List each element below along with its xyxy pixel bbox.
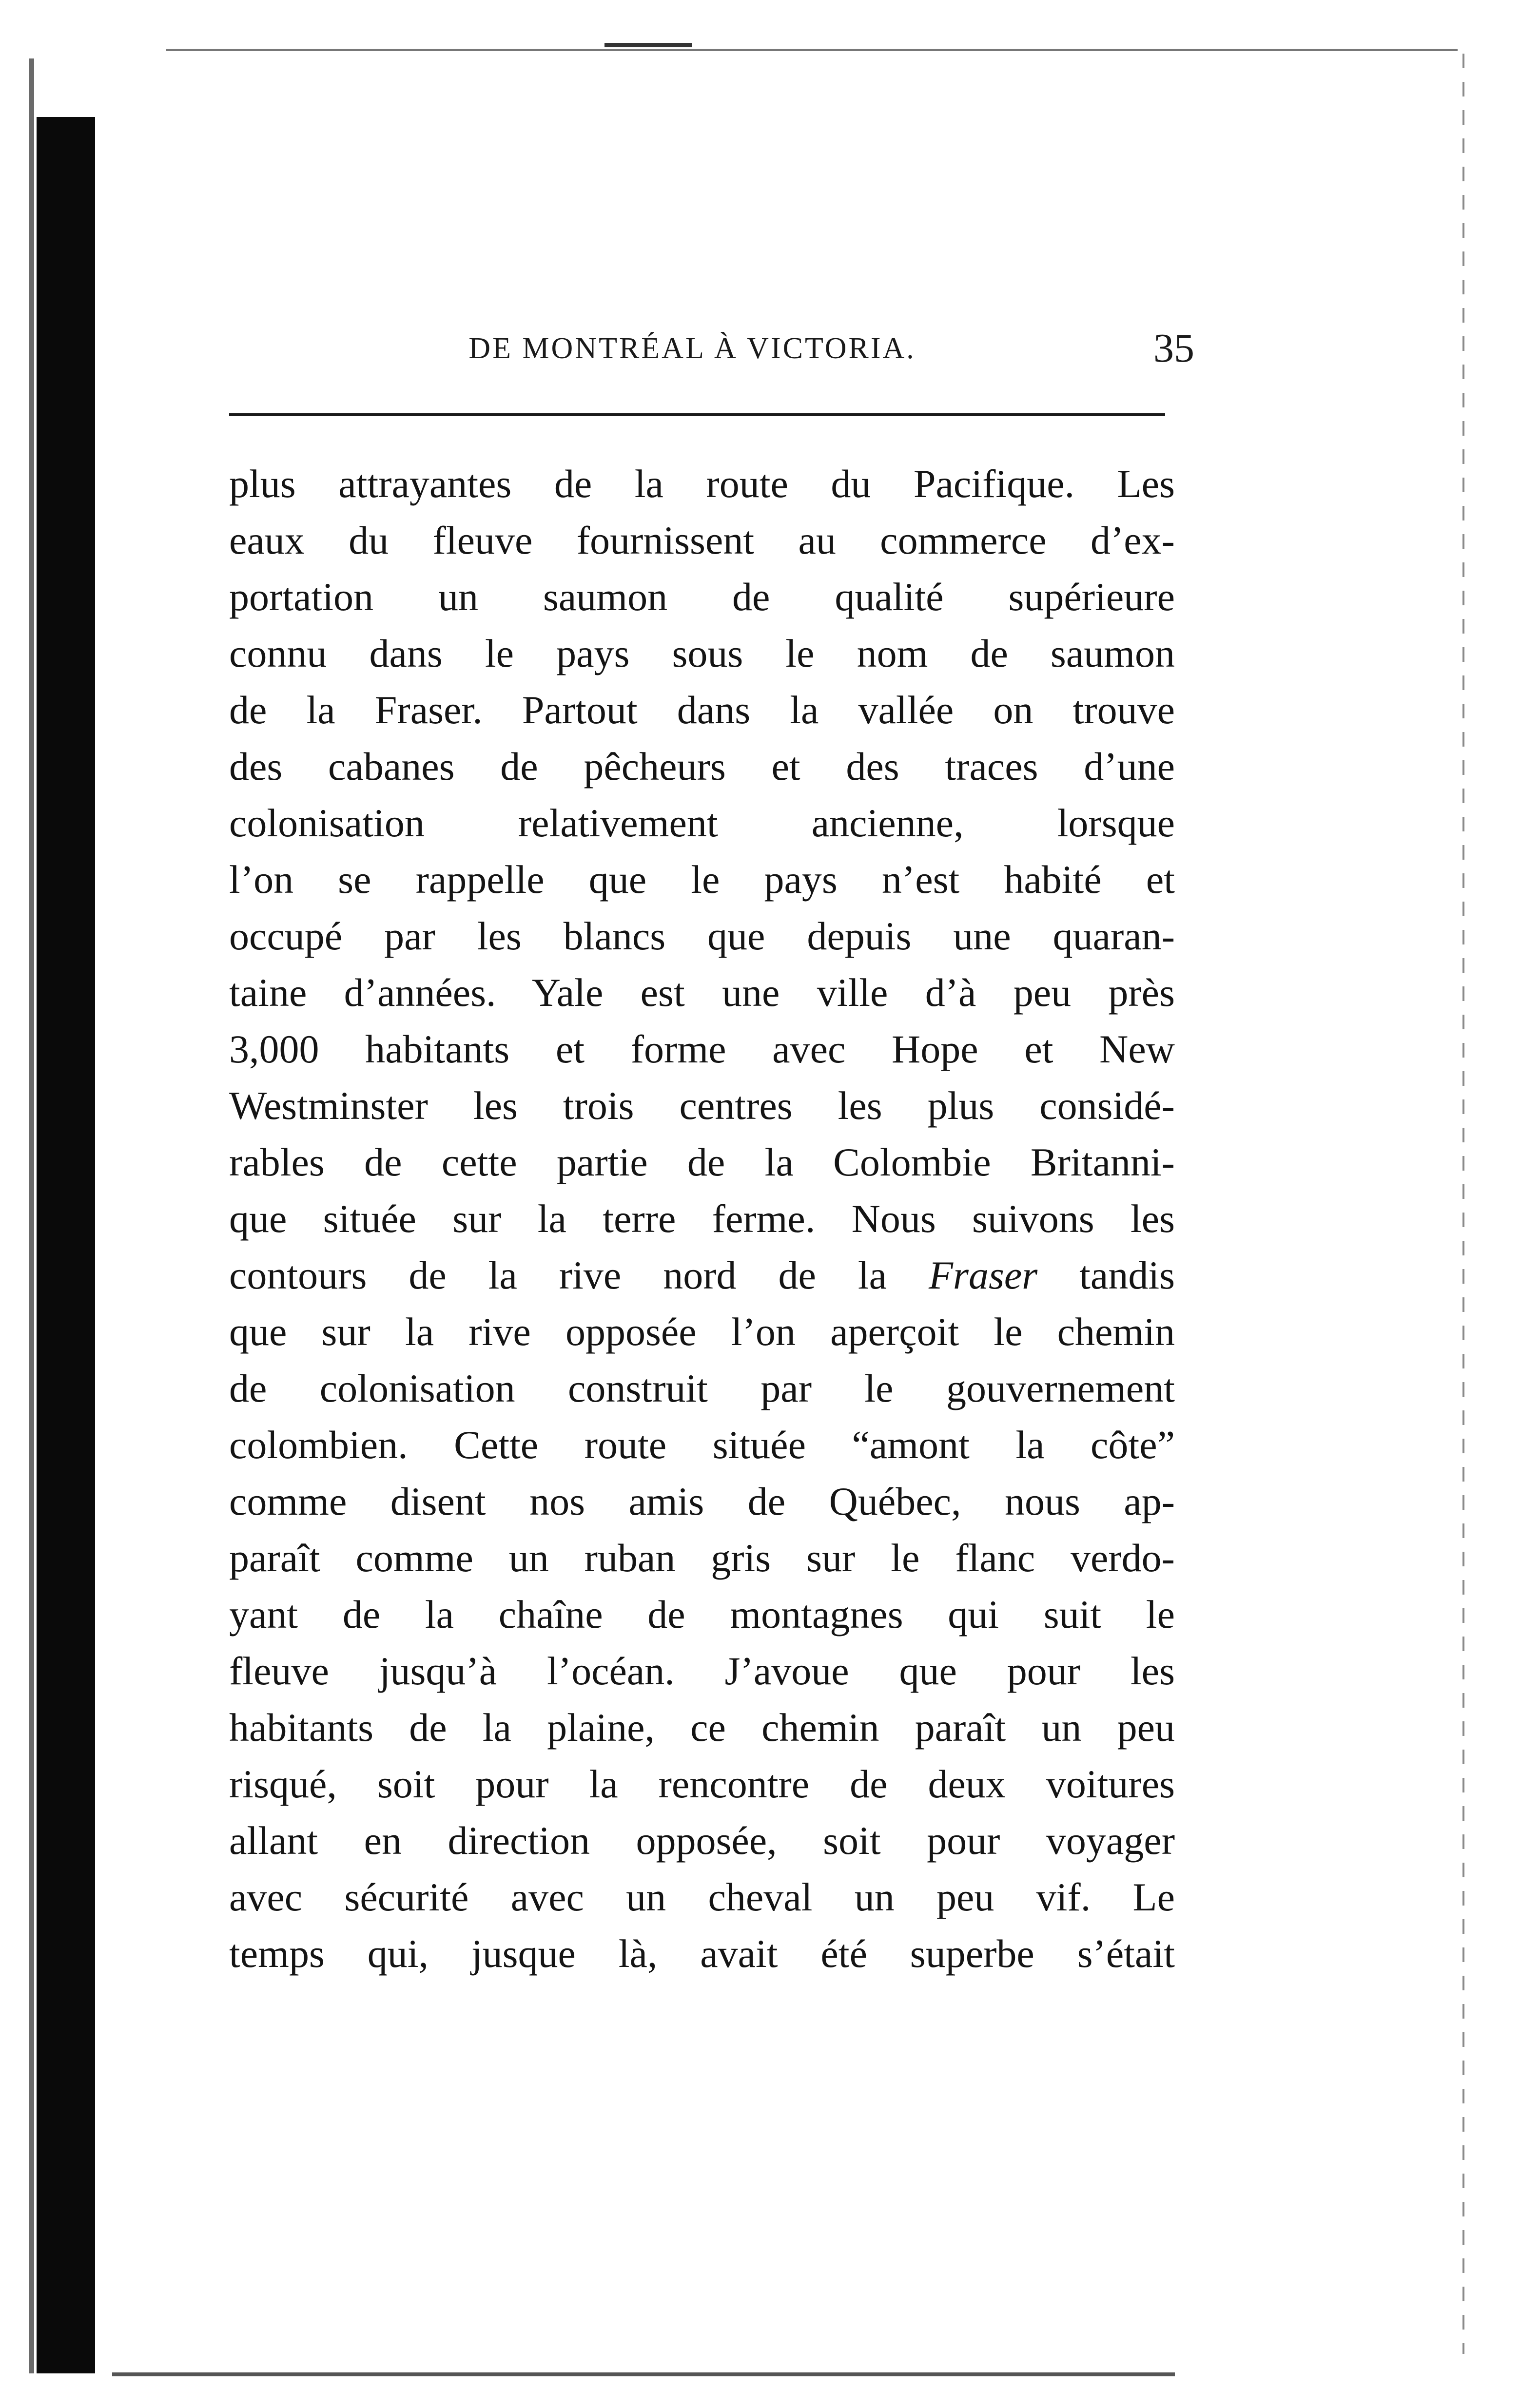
text-line: que située sur la terre ferme. Nous suivons les [229, 1196, 1175, 1241]
scan-top-edge [166, 49, 1458, 51]
text-line: fleuve jusqu’à l’océan. J’avoue que pour les [229, 1649, 1175, 1693]
text-line-with-italic [229, 1247, 1175, 1304]
text-line: de la Fraser. Partout dans la vallée on trouve [229, 688, 1175, 732]
text-line: que sur la rive opposée l’on aperçoit le chemin [229, 1310, 1175, 1354]
text-line: de colonisation construit par le gouvernement [229, 1366, 1175, 1410]
text-line: allant en direction opposée, soit pour voyager [229, 1818, 1175, 1863]
text-line: temps qui, jusque là, avait été superbe s’était [229, 1931, 1175, 1976]
page-number: 35 [1153, 326, 1194, 371]
running-head-title: DE MONTRÉAL À VICTORIA. [468, 332, 916, 365]
scan-binding-edge [29, 58, 34, 2373]
text-line: yant de la chaîne de montagnes qui suit le [229, 1592, 1175, 1637]
text-line: colombien. Cette route située “amont la côte” [229, 1423, 1175, 1467]
text-line: connu dans le pays sous le nom de saumon [229, 631, 1175, 675]
scan-bottom-edge [112, 2372, 1175, 2376]
italic-word: Fraser [928, 1253, 1038, 1297]
text-line: taine d’années. Yale est une ville d’à peu près [229, 970, 1175, 1015]
text-line: portation un saumon de qualité supérieure [229, 575, 1175, 619]
scan-right-edge [1462, 54, 1464, 2354]
text-line: habitants de la plaine, ce chemin paraît un peu [229, 1705, 1175, 1750]
text-line: l’on se rappelle que le pays n’est habité et [229, 857, 1175, 902]
text-line: Westminster les trois centres les plus considé- [229, 1083, 1175, 1128]
text-line: paraît comme un ruban gris sur le flanc verdo- [229, 1536, 1175, 1580]
text-line: eaux du fleuve fournissent au commerce d’ex- [229, 518, 1175, 562]
text-line: 3,000 habitants et forme avec Hope et New [229, 1027, 1175, 1071]
text-line: des cabanes de pêcheurs et des traces d’une [229, 744, 1175, 789]
text-line: avec sécurité avec un cheval un peu vif. Le [229, 1875, 1175, 1919]
text-line: comme disent nos amis de Québec, nous ap- [229, 1479, 1175, 1523]
header-rule [229, 413, 1165, 416]
text-line: occupé par les blancs que depuis une quaran- [229, 914, 1175, 958]
text-fragment: contours de la rive nord de la [229, 1253, 887, 1297]
scan-binding-shadow [37, 117, 95, 2373]
text-fragment: tandis [1079, 1253, 1175, 1297]
scan-top-mark [604, 43, 692, 47]
text-line: risqué, soit pour la rencontre de deux voitures [229, 1762, 1175, 1806]
body-text [229, 456, 1175, 1982]
text-line: rables de cette partie de la Colombie Britanni- [229, 1140, 1175, 1184]
text-line: plus attrayantes de la route du Pacifique. Les [229, 462, 1175, 506]
text-line: colonisation relativement ancienne, lorsque [229, 801, 1175, 845]
